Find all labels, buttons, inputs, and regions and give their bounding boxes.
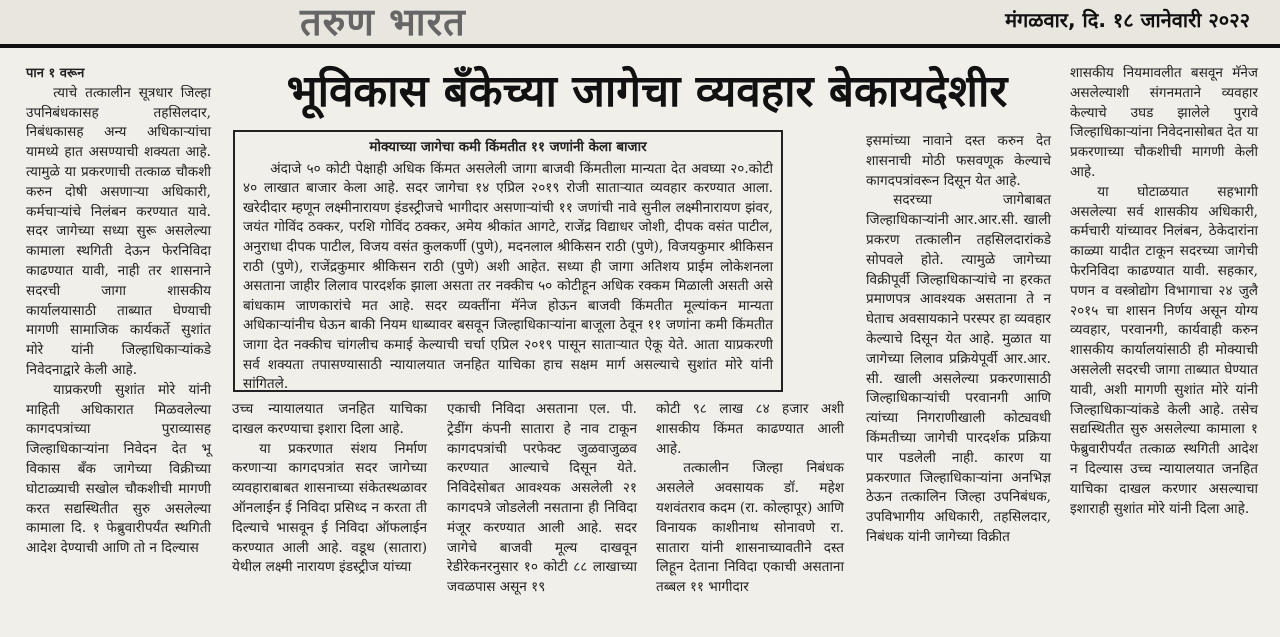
- column-3-paragraph: एकाची निविदा असताना एल. पी. ट्रेडींग कंपनी सातारा हे नाव टाकून कागदपत्रांची परफेक्ट जुळवाजुळव करण्यात आल्याचे दिसून येते. निविदेसोबत आवश्यक असलेली २१ कागदपत्रे जोडलेली नसताना ही निविदा मंजूर करण्यात आली आहे. सदर जागेचे बाजवी मूल्य दाखवून रेडीरेकनरनुसार १० कोटी ८८ लाखाच्या जवळपास असून १९: [447, 401, 637, 596]
- sidebar-box-title: मोक्याच्या जागेचा कमी किंमतीत ११ जणांनी केला बाजार: [369, 139, 647, 155]
- masthead: [0, 0, 1280, 46]
- column-5: [866, 132, 1051, 548]
- column-1-paragraph: याप्रकरणी सुशांत मोरे यांनी माहिती अधिकारात मिळवलेल्या कागदपत्रांच्या पुराव्यासह जिल्हाधिकाऱ्यांना निवेदन देत भू विकास बँक जागेच्या विक्रीच्या घोटाळ्याची सखोल चौकशीची मागणी करत सद्यस्थितीत सुरु असलेल्या कामाला दि. १ फेब्रुवारीपर्यंत स्थगिती आदेश देण्याची आणि तो न दिल्यास: [26, 381, 211, 557]
- continued-from-reference: पान १ वरून: [26, 66, 85, 81]
- column-6-paragraph: या घोटाळयात सहभागी असलेल्या सर्व शासकीय अधिकारी, कर्मचारी यांच्यावर निलंबन, ठेकेदारांना काळ्या यादीत टाकून सदरच्या जागेची फेरनिविदा काढण्यात यावी. सहकार, पणन व वस्त्रोद्योग विभागाचा २४ जुलै २०१५ चा शासन निर्णय असून योग्य व्यवहार, परवानगी, कार्यवाही करुन शासकीय कार्यालयांसाठी ही मोक्याची असलेली सदरची जागा ताब्यात घेण्यात यावी, अशी मागणी सुशांत मोरे यांनी जिल्हाधिकाऱ्यांकडे केली आहे. तसेच सद्यस्थितीत सुरु असलेल्या कामाला १ फेब्रुवारीपर्यंत तत्काळ स्थगिती आदेश न दिल्यास उच्च न्यायालयात जनहित याचिका दाखल करणार असल्याचा इशाराही सुशांत मोरे यांनी दिला आहे.: [1070, 183, 1258, 517]
- headline: भूविकास बँकेच्या जागेचा व्यवहार बेकायदेशीर: [286, 66, 1008, 117]
- column-5-paragraph: सदरच्या जागेबाबत जिल्हाधिकाऱ्यांनी आर.आर.सी. खाली प्रकरण तत्कालीन तहसिलदारांकडे सोपवले होते. त्यामुळे जागेच्या विक्रीपूर्वी जिल्हाधिकाऱ्यांचे ना हरकत प्रमाणपत्र आवश्यक असताना ते न घेताच अवसायकाने परस्पर हा व्यवहार केल्याचे दिसून येत आहे. मुळात या जागेच्या लिलाव प्रक्रियेपूर्वी आर.आर. सी. खाली असलेल्या प्रकरणासाठी जिल्हाधिकाऱ्यांची परवानगी आणि त्यांच्या निगराणीखाली कोट्यवधी किंमतीच्या जागेची पारदर्शक प्रक्रिया पार पडलेली नाही. कारण या प्रकरणात जिल्हाधिकाऱ्यांना अनभिज्ञ ठेऊन तत्कालिन जिल्हा उपनिबंधक, उपविभागीय अधिकारी, तहसिलदार, निबंधक यांनी जागेच्या विक्रीत: [866, 192, 1051, 545]
- column-1: [26, 64, 211, 559]
- column-3: [447, 400, 637, 598]
- sidebar-box-text: अंदाजे ५० कोटी पेक्षाही अधिक किंमत असलेली जागा बाजवी किंमतीला मान्यता देत अवघ्या २०.कोटी ४० लाखात बाजार केला आहे. सदर जागेचा १४ एप्रिल २०१९ रोजी सातार्‍यात व्यवहार करण्यात आला. खरेदीदार म्हणून लक्ष्मीनारायण इंडस्ट्रीजचे भागीदार असणाऱ्यांची ११ जणांची नावे सुनील लक्ष्मीनारायण झंवर, जयंत गोविंद ठक्कर, परशि गोविंद ठक्कर, अमेय श्रीकांत आगटे, राजेंद्र विद्याधर जोशी, दीपक वसंत पाटील, अनुराधा दीपक पाटील, विजय वसंत कुलकर्णी (पुणे), मदनलाल श्रीकिसन राठी (पुणे), विजयकुमार श्रीकिसन राठी (पुणे), राजेंद्रकुमार श्रीकिसन राठी (पुणे) अशी आहेत. सध्या ही जागा अतिशय प्राईम लोकेशनला असताना जाहीर लिलाव पारदर्शक झाला असता तर नक्कीच ५० कोटीहून अधिक रक्कम मिळाली असती असे बांधकाम जाणकारांचे मत आहे. सदर व्यक्तींना मॅनेज होऊन बाजवी किंमतीत मूल्यांकन मान्यता अधिकाऱ्यांनीच घेऊन बाकी नियम धाब्यावर बसवून जिल्हाधिकाऱ्यांना बाजूला ठेवून ११ जणांना कमी किंमतीत जागा देत नक्कीच चांगलीच कमाई केल्याची चर्चा एप्रिल २०१९ पासून सातार्‍यात ऐकू येते. आता याप्रकरणी सर्व शक्यता तपासण्यासाठी न्यायालयात जनहित याचिका हाच सक्षम मार्ग असल्याचे सुशांत मोरे यांनी सांगितले.: [243, 160, 773, 393]
- column-4-paragraph: कोटी ९८ लाख ८४ हजार अशी शासकीय किंमत काढण्यात आली आहे.: [656, 401, 844, 457]
- column-1-paragraph: त्याचे तत्कालीन सूत्रधार जिल्हा उपनिबंधकासह तहसिलदार, निबंधकासह अन्य अधिकाऱ्यांचा यामध्ये हात असण्याची शक्यता आहे. त्यामुळे या प्रकरणाची तत्काळ चौकशी करुन दोषी असणाऱ्या अधिकारी, कर्मचाऱ्यांचे निलंबन करण्यात यावे. सदर जागेच्या सध्या सुरू असलेल्या कामाला स्थगिती देऊन फेरनिविदा काढण्यात यावी, नाही तर शासनाने सदरची जागा शासकीय कार्यालयासाठी ताब्यात घेण्याची मागणी सामाजिक कार्यकर्ते सुशांत मोरे यांनी जिल्हाधिकाऱ्यांकडे निवेदनाद्वारे केली आहे.: [26, 84, 211, 378]
- issue-date: मंगळवार, दि. १८ जानेवारी २०२२: [1005, 8, 1250, 32]
- newspaper-name: तरुण भारत: [300, 0, 466, 44]
- column-5-paragraph: इसमांच्या नावाने दस्त करुन देत शासनाची मोठी फसवणूक केल्याचे कागदपत्रांवरून दिसून येत आहे.: [866, 133, 1051, 189]
- sidebar-box: [233, 130, 783, 392]
- masthead-rule: [0, 44, 1280, 48]
- column-2: [232, 400, 427, 578]
- column-4-paragraph: तत्कालीन जिल्हा निबंधक असलेले अवसायक डॉ. महेश यशवंतराव कदम (रा. कोल्हापूर) आणि विनायक काशीनाथ सोनावणे रा. सातारा यांनी शासनाच्यावतीने दस्त लिहून देताना निविदा एकाची असताना तब्बल ११ भागीदार: [656, 460, 844, 596]
- column-6-paragraph: शासकीय नियमावलीत बसवून मॅनेज असलेल्याशी संगनमताने व्यवहार केल्याचे उघड झालेले पुरावे जिल्हाधिकाऱ्यांना निवेदनासोबत देत या प्रकरणाच्या चौकशीची मागणी केली आहे.: [1070, 65, 1258, 180]
- column-6: [1070, 64, 1258, 519]
- column-2-paragraph: या प्रकरणात संशय निर्माण करणाऱ्या कागदपत्रांत सदर जागेच्या व्यवहाराबाबत शासनाच्या संकेतस्थळावर ऑनलाईन ई निविदा प्रसिध्द न करता ती दिल्याचे भासवून ई निविदा ऑफलाईन करण्यात आली आहे. वडूथ (सातारा) येथील लक्ष्मी नारायण इंडस्ट्रीज यांच्या: [232, 440, 427, 576]
- column-2-paragraph: उच्च न्यायालयात जनहित याचिका दाखल करण्याचा इशारा दिला आहे.: [232, 401, 427, 437]
- column-4: [656, 400, 844, 598]
